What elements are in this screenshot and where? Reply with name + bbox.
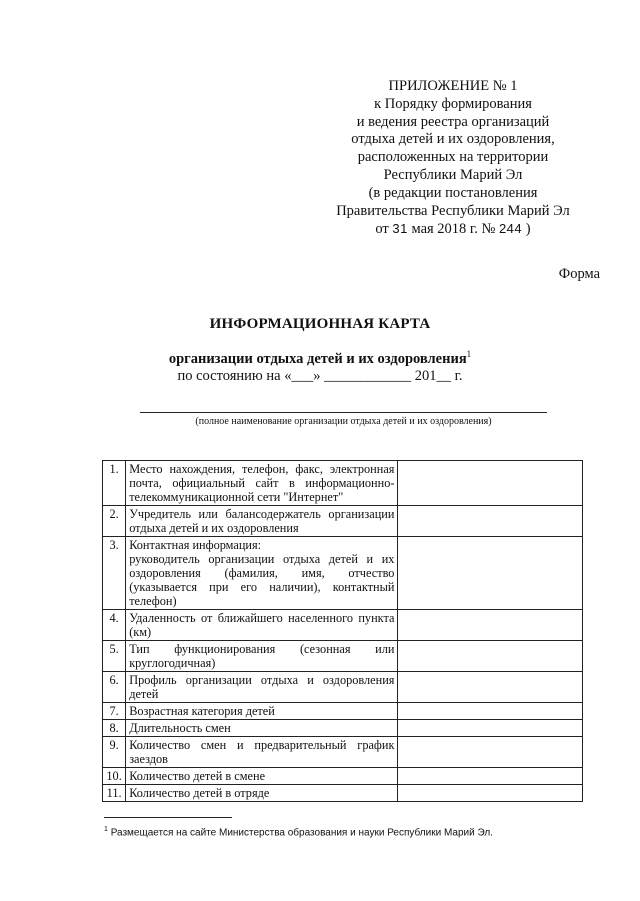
row-number: 7.	[103, 703, 126, 720]
form-label: Форма	[558, 266, 600, 282]
table-row	[103, 672, 583, 703]
row-label-detail: руководитель организации отдыха детей и их оздоровления (фамилия, имя, отчество (указывается при его наличии), контактный телефон)	[129, 552, 395, 608]
handwritten-day: 31	[392, 221, 408, 237]
row-value-cell	[398, 785, 583, 802]
row-value-cell	[398, 768, 583, 785]
date-prefix: от	[375, 221, 389, 238]
footnote	[104, 826, 604, 838]
table-row	[103, 641, 583, 672]
row-label: Место нахождения, телефон, факс, электронная почта, официальный сайт в информационно-телекоммуникационной сети "Интернет"	[129, 462, 395, 504]
appendix-title: ПРИЛОЖЕНИЕ № 1	[388, 78, 518, 94]
row-value-cell	[398, 641, 583, 672]
row-label-cell	[126, 703, 398, 720]
row-label: Контактная информация:	[129, 538, 262, 552]
footnote-ref: 1	[466, 349, 472, 359]
row-label-cell	[126, 461, 398, 506]
row-label: Количество смен и предварительный график заездов	[129, 738, 395, 766]
row-label-cell	[126, 768, 398, 785]
row-value-cell	[398, 461, 583, 506]
appendix-line: и ведения реестра организаций	[356, 113, 550, 130]
row-number: 6.	[103, 672, 126, 703]
row-number: 10.	[103, 768, 126, 785]
appendix-date-line	[330, 220, 576, 239]
row-value-cell	[398, 506, 583, 537]
table-row	[103, 703, 583, 720]
row-label-cell	[126, 720, 398, 737]
row-number: 1.	[103, 461, 126, 506]
row-number: 9.	[103, 737, 126, 768]
appendix-line: отдыха детей и их оздоровления,	[351, 131, 555, 148]
footnote-text: Размещается на сайте Министерства образования и науки Республики Марий Эл.	[110, 827, 493, 839]
row-value-cell	[398, 537, 583, 610]
row-number: 3.	[103, 537, 126, 610]
table-row	[103, 737, 583, 768]
row-label-cell	[126, 610, 398, 641]
row-number: 5.	[103, 641, 126, 672]
appendix-line: Правительства Республики Марий Эл	[336, 202, 570, 219]
status-date-line: по состоянию на «___» ____________ 201__ г.	[177, 368, 463, 384]
table-row	[103, 720, 583, 737]
row-number: 11.	[103, 785, 126, 802]
table-row	[103, 537, 583, 610]
footnote-separator	[104, 817, 232, 818]
row-label: Тип функционирования (сезонная или круглогодичная)	[129, 642, 395, 670]
row-value-cell	[398, 703, 583, 720]
fullname-blank-line	[140, 412, 547, 413]
row-value-cell	[398, 720, 583, 737]
footnote-mark: 1	[104, 826, 108, 833]
row-number: 8.	[103, 720, 126, 737]
row-number: 4.	[103, 610, 126, 641]
row-label-cell	[126, 537, 398, 610]
table-row	[103, 461, 583, 506]
info-table-body	[103, 461, 583, 802]
appendix-line: (в редакции постановления	[368, 184, 538, 201]
row-value-cell	[398, 737, 583, 768]
row-label-cell	[126, 785, 398, 802]
row-label-cell	[126, 506, 398, 537]
row-label: Количество детей в смене	[129, 769, 266, 783]
row-value-cell	[398, 672, 583, 703]
info-table	[102, 460, 583, 802]
date-suffix: )	[525, 221, 531, 238]
row-label: Количество детей в отряде	[129, 786, 270, 800]
appendix-line: к Порядку формирования	[374, 95, 532, 112]
row-label-cell	[126, 672, 398, 703]
row-label: Удаленность от ближайшего населенного пункта (км)	[129, 611, 395, 639]
subtitle-text: организации отдыха детей и их оздоровления	[168, 350, 467, 367]
fullname-caption: (полное наименование организации отдыха детей и их оздоровления)	[195, 416, 492, 427]
row-label-cell	[126, 737, 398, 768]
appendix-line: расположенных на территории	[357, 149, 549, 166]
row-label: Учредитель или балансодержатель организации отдыха детей и их оздоровления	[129, 507, 395, 535]
row-label: Профиль организации отдыха и оздоровления детей	[129, 673, 395, 701]
table-row	[103, 768, 583, 785]
row-value-cell	[398, 610, 583, 641]
appendix-header	[330, 78, 576, 239]
row-label: Возрастная категория детей	[129, 704, 275, 718]
table-row	[103, 506, 583, 537]
row-number: 2.	[103, 506, 126, 537]
row-label: Длительность смен	[129, 721, 231, 735]
appendix-line: Республики Марий Эл	[383, 166, 523, 183]
document-subtitle	[0, 349, 640, 368]
table-row	[103, 610, 583, 641]
handwritten-number: 244	[498, 221, 523, 237]
date-middle: мая 2018 г. №	[411, 221, 496, 238]
row-label-cell	[126, 641, 398, 672]
table-row	[103, 785, 583, 802]
document-title: ИНФОРМАЦИОННАЯ КАРТА	[209, 316, 431, 332]
